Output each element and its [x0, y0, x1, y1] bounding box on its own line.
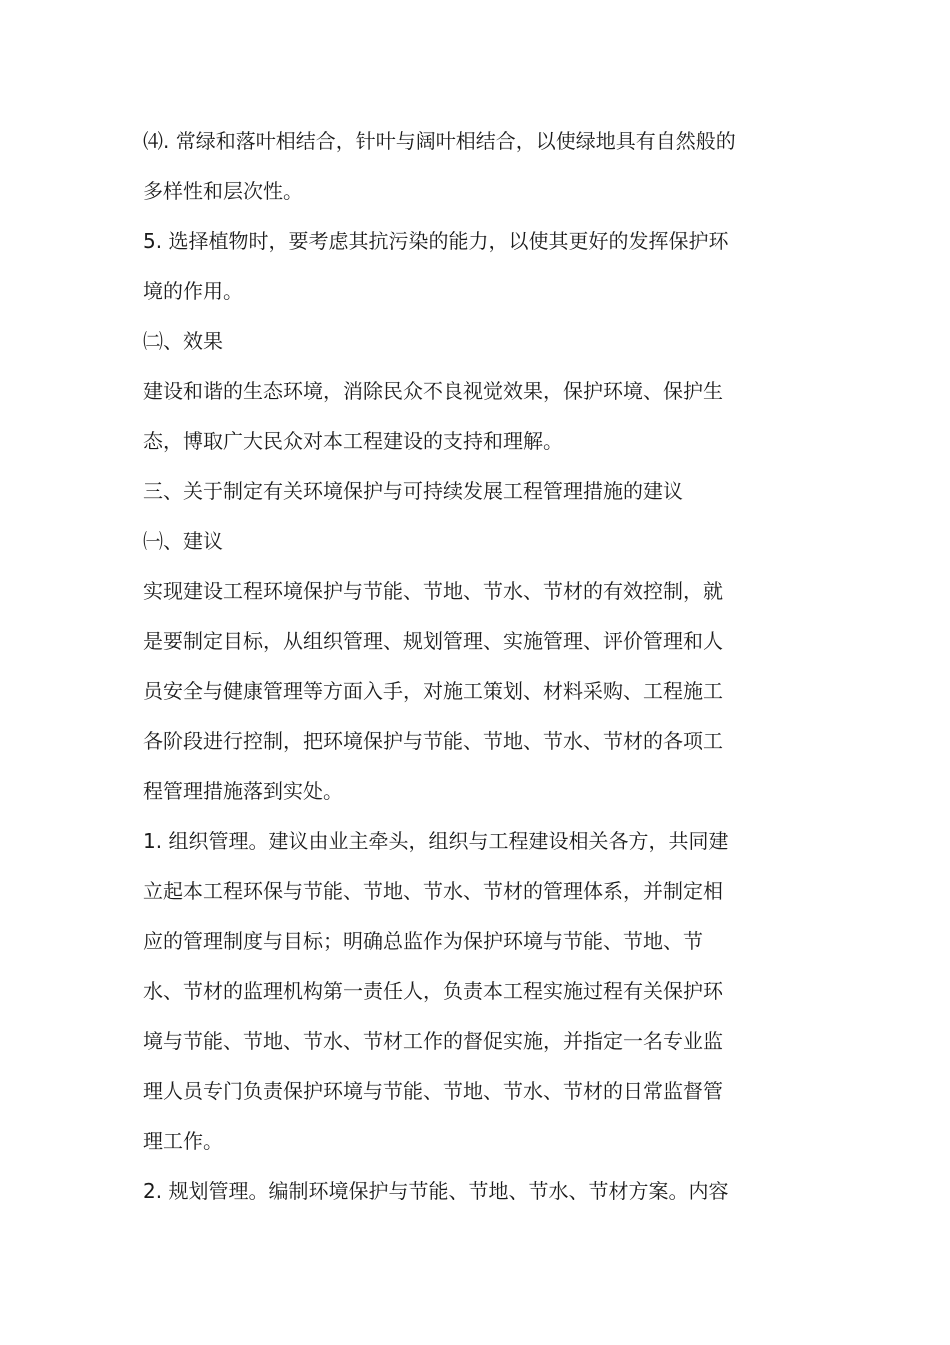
section-heading: ㈡、效果: [143, 329, 223, 353]
section-heading: 三、关于制定有关环境保护与可持续发展工程管理措施的建议: [143, 479, 683, 503]
text-line: 境与节能、节地、节水、节材工作的督促实施，并指定一名专业监: [143, 1029, 723, 1053]
text-line: 5. 选择植物时，要考虑其抗污染的能力，以使其更好的发挥保护环: [143, 229, 729, 253]
text-line: 态，博取广大民众对本工程建设的支持和理解。: [143, 429, 563, 453]
text-line: 应的管理制度与目标；明确总监作为保护环境与节能、节地、节: [143, 929, 703, 953]
text-line: 各阶段进行控制，把环境保护与节能、节地、节水、节材的各项工: [143, 729, 723, 753]
text-line: 1. 组织管理。建议由业主牵头，组织与工程建设相关各方，共同建: [143, 829, 729, 853]
text-line: 立起本工程环保与节能、节地、节水、节材的管理体系，并制定相: [143, 879, 723, 903]
text-line: 2. 规划管理。编制环境保护与节能、节地、节水、节材方案。内容: [143, 1179, 729, 1203]
text-line: 境的作用。: [143, 279, 243, 303]
text-line: 员安全与健康管理等方面入手，对施工策划、材料采购、工程施工: [143, 679, 723, 703]
text-line: 理工作。: [143, 1129, 223, 1153]
text-line: 实现建设工程环境保护与节能、节地、节水、节材的有效控制，就: [143, 579, 723, 603]
text-line: 建设和谐的生态环境，消除民众不良视觉效果，保护环境、保护生: [143, 379, 723, 403]
text-line: 理人员专门负责保护环境与节能、节地、节水、节材的日常监督管: [143, 1079, 723, 1103]
text-line: 程管理措施落到实处。: [143, 779, 343, 803]
text-line: 水、节材的监理机构第一责任人，负责本工程实施过程有关保护环: [143, 979, 723, 1003]
text-line: ⑷. 常绿和落叶相结合，针叶与阔叶相结合，以使绿地具有自然般的: [143, 129, 736, 153]
section-heading: ㈠、建议: [143, 529, 223, 553]
text-line: 是要制定目标，从组织管理、规划管理、实施管理、评价管理和人: [143, 629, 723, 653]
text-line: 多样性和层次性。: [143, 179, 303, 203]
